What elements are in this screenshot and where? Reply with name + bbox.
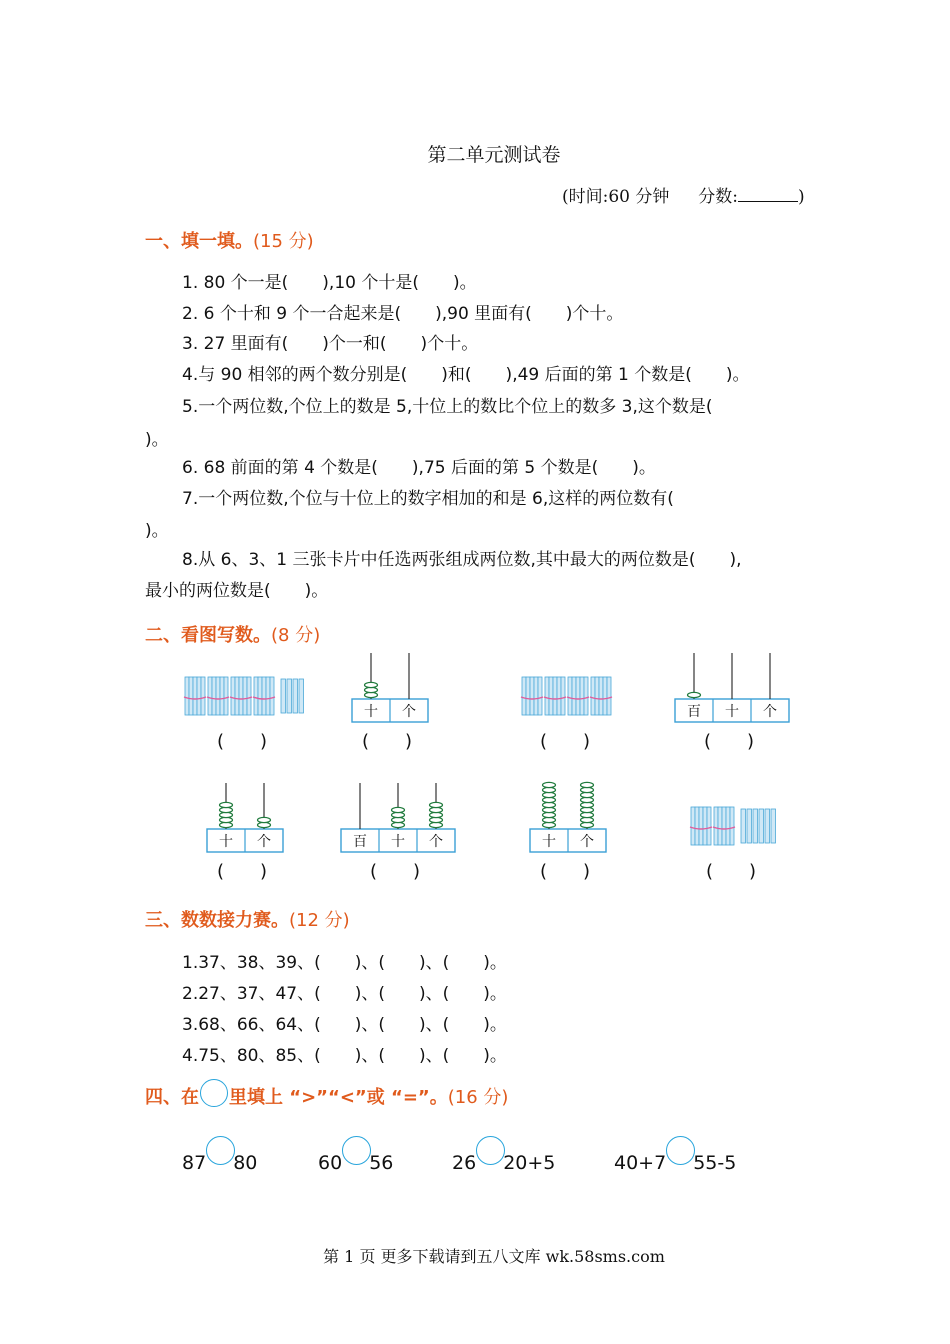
compare-circle[interactable]: [476, 1136, 505, 1165]
right-operand: 55-5: [693, 1152, 737, 1174]
place-label: 百: [687, 704, 701, 720]
page-title: 第二单元测试卷: [427, 144, 561, 166]
single-stick: [293, 679, 298, 713]
comparison-item: [182, 1136, 257, 1174]
place-label: 个: [257, 834, 271, 850]
place-label: 十: [364, 704, 378, 720]
place-label: 个: [402, 704, 416, 720]
question-line: 5.一个两位数,个位上的数是 5,十位上的数比个位上的数多 3,这个数是(: [182, 397, 713, 417]
question-line: 7.一个两位数,个位与十位上的数字相加的和是 6,这样的两位数有(: [182, 489, 674, 509]
abacus-bead: [430, 802, 443, 807]
stick-bundle: [590, 677, 612, 715]
comparison-item: [452, 1136, 555, 1174]
sequence-question: 3.68、66、64、( )、( )、( )。: [182, 1015, 507, 1035]
place-label: 十: [542, 834, 556, 850]
right-operand: 56: [369, 1152, 394, 1174]
section-1-heading: [145, 227, 314, 253]
exam-meta: [562, 182, 805, 207]
question-line: )。: [145, 430, 169, 450]
counting-sticks-figure: [0, 0, 1, 1]
single-stick: [753, 809, 758, 843]
stick-bundle: [253, 677, 275, 715]
abacus-bead: [365, 682, 378, 687]
compare-circle[interactable]: [666, 1136, 695, 1165]
section-2-title: 二、看图写数。: [145, 625, 271, 646]
stick-bundle: [713, 807, 735, 845]
stick-bundle: [207, 677, 229, 715]
single-stick: [759, 809, 764, 843]
single-stick: [741, 809, 746, 843]
answer-blank[interactable]: ( ): [540, 861, 591, 882]
abacus-bead: [220, 802, 233, 807]
circle-icon: [200, 1079, 228, 1107]
section-2-points: (8 分): [271, 625, 321, 646]
question-line: 2. 6 个十和 9 个一合起来是( ),90 里面有( )个十。: [182, 304, 624, 324]
single-stick: [765, 809, 770, 843]
compare-circle[interactable]: [206, 1136, 235, 1165]
stick-bundle: [521, 677, 543, 715]
answer-blank[interactable]: ( ): [540, 731, 591, 752]
section-3-heading: [145, 906, 350, 932]
place-label: 个: [429, 834, 443, 850]
compare-circle[interactable]: [342, 1136, 371, 1165]
answer-blank[interactable]: ( ): [370, 861, 421, 882]
section-2-heading: [145, 621, 320, 647]
time-limit: (时间:60 分钟: [562, 187, 670, 207]
question-line: 6. 68 前面的第 4 个数是( ),75 后面的第 5 个数是( )。: [182, 458, 656, 478]
section-4-title-post: 里填上 “>”“<”或 “=”。: [229, 1087, 448, 1108]
left-operand: 40+7: [614, 1152, 667, 1174]
section-4-heading: [145, 1079, 508, 1109]
section-3-points: (12 分): [289, 910, 350, 931]
stick-bundle: [184, 677, 206, 715]
question-line: 8.从 6、3、1 三张卡片中任选两张组成两位数,其中最大的两位数是( ),: [182, 550, 742, 570]
stick-bundle: [230, 677, 252, 715]
sequence-question: 2.27、37、47、( )、( )、( )。: [182, 984, 507, 1004]
meta-close: ): [797, 187, 805, 207]
abacus-bead: [543, 782, 556, 787]
stick-bundle: [690, 807, 712, 845]
question-line: 1. 80 个一是( ),10 个十是( )。: [182, 273, 477, 293]
score-label: 分数:: [698, 187, 738, 207]
place-label: 个: [580, 834, 594, 850]
single-stick: [287, 679, 292, 713]
left-operand: 87: [182, 1152, 207, 1174]
answer-blank[interactable]: ( ): [217, 731, 268, 752]
question-line: 4.与 90 相邻的两个数分别是( )和( ),49 后面的第 1 个数是( )。: [182, 365, 750, 385]
abacus-bead: [688, 692, 701, 697]
place-label: 十: [219, 834, 233, 850]
answer-blank[interactable]: ( ): [704, 731, 755, 752]
page-footer: 第 1 页 更多下载请到五八文库 wk.58sms.com: [323, 1247, 665, 1266]
left-operand: 60: [318, 1152, 343, 1174]
section-4-title-pre: 四、在: [145, 1087, 199, 1108]
place-label: 百: [353, 834, 367, 850]
answer-blank[interactable]: ( ): [362, 731, 413, 752]
answer-blank[interactable]: ( ): [217, 861, 268, 882]
stick-bundle: [544, 677, 566, 715]
stick-bundle: [567, 677, 589, 715]
question-line: )。: [145, 521, 169, 541]
single-stick: [747, 809, 752, 843]
single-stick: [771, 809, 776, 843]
right-operand: 20+5: [503, 1152, 556, 1174]
score-blank: [738, 187, 798, 202]
place-label: 个: [763, 704, 777, 720]
comparison-item: [614, 1136, 736, 1174]
question-line: 3. 27 里面有( )个一和( )个十。: [182, 334, 479, 354]
single-stick: [281, 679, 286, 713]
answer-blank[interactable]: ( ): [706, 861, 757, 882]
place-label: 十: [391, 834, 405, 850]
sequence-question: 1.37、38、39、( )、( )、( )。: [182, 953, 507, 973]
place-label: 十: [725, 704, 739, 720]
section-4-points: (16 分): [447, 1087, 509, 1108]
abacus-bead: [392, 807, 405, 812]
comparison-item: [318, 1136, 393, 1174]
single-stick: [299, 679, 304, 713]
abacus-bead: [581, 782, 594, 787]
abacus-bead: [258, 817, 271, 822]
question-line: 最小的两位数是( )。: [145, 581, 329, 601]
sequence-question: 4.75、80、85、( )、( )、( )。: [182, 1046, 507, 1066]
left-operand: 26: [452, 1152, 477, 1174]
section-1-points: (15 分): [253, 231, 314, 252]
section-1-title: 一、填一填。: [145, 231, 253, 252]
section-3-title: 三、数数接力赛。: [145, 910, 289, 931]
right-operand: 80: [233, 1152, 258, 1174]
